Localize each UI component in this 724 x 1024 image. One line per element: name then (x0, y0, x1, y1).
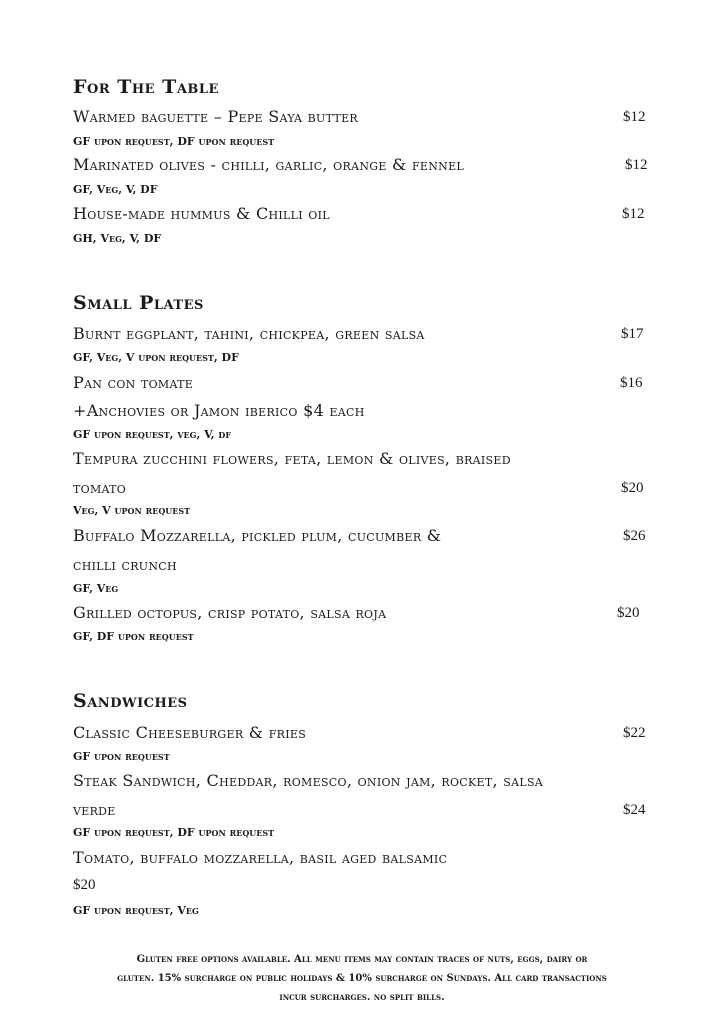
menu-item-price: $12 (625, 157, 648, 173)
menu-item-price: $26 (623, 528, 646, 544)
menu-item-name-continued: chilli crunch (73, 555, 177, 574)
menu-item-price: $16 (620, 375, 643, 391)
menu-item-price: $17 (621, 326, 644, 342)
menu-item-name: Classic Cheeseburger & fries (73, 723, 307, 742)
section-heading-sandwiches: Sandwiches (73, 690, 188, 712)
dietary-note: GF upon request (73, 750, 170, 763)
dietary-note: GF, Veg, V upon request, DF (73, 351, 239, 364)
dietary-note: GF upon request, DF upon request (73, 826, 275, 839)
menu-item-name: House-made hummus & Chilli oil (73, 204, 330, 223)
dietary-note: Veg, V upon request (73, 504, 191, 517)
footer-disclaimer (60, 950, 664, 1007)
menu-item-name: Grilled octopus, crisp potato, salsa roja (73, 603, 387, 622)
menu-item-price: $20 (73, 877, 96, 893)
menu-item-name-continued: tomato (73, 478, 127, 497)
menu-item-name-continued: verde (73, 800, 116, 819)
footer-line: incur surcharges. no split bills. (279, 992, 445, 1003)
dietary-note: GF upon request, veg, V, df (73, 428, 231, 441)
menu-item-name: Warmed baguette – Pepe Saya butter (73, 107, 359, 126)
menu-item-name: Pan con tomate (73, 373, 194, 392)
menu-item-name: Marinated olives - chilli, garlic, orange & fennel (73, 155, 465, 174)
menu-item-price: $20 (617, 605, 640, 621)
menu-item-price: $12 (622, 206, 645, 222)
dietary-note: GH, Veg, V, DF (73, 232, 162, 245)
dietary-note: GF, Veg, V, DF (73, 183, 158, 196)
dietary-note: GF, DF upon request (73, 630, 194, 643)
menu-item-price: $22 (623, 725, 646, 741)
footer-line: Gluten free options available. All menu items may contain traces of nuts, eggs, dairy or (136, 954, 588, 965)
section-heading-for-the-table: For The Table (73, 76, 219, 98)
menu-item-price: $20 (621, 480, 644, 496)
menu-item-name: Tomato, buffalo mozzarella, basil aged balsamic (73, 848, 448, 867)
menu-item-name: Tempura zucchini flowers, feta, lemon & olives, braised (73, 449, 511, 468)
dietary-note: GF upon request, Veg (73, 904, 199, 917)
dietary-note: GF upon request, DF upon request (73, 135, 275, 148)
menu-item-name: Burnt eggplant, tahini, chickpea, green salsa (73, 324, 425, 343)
menu-item-name: Buffalo Mozzarella, pickled plum, cucumber & (73, 526, 442, 545)
dietary-note: GF, Veg (73, 582, 119, 595)
menu-item-price: $12 (623, 109, 646, 125)
footer-line: gluten. 15% surcharge on public holidays & 10% surcharge on Sundays. All card transactions (117, 973, 607, 984)
menu-item-addon: +Anchovies or Jamon iberico $4 each (73, 401, 365, 420)
menu-item-name: Steak Sandwich, Cheddar, romesco, onion jam, rocket, salsa (73, 771, 544, 790)
menu-item-price: $24 (623, 802, 646, 818)
section-heading-small-plates: Small Plates (73, 292, 204, 314)
